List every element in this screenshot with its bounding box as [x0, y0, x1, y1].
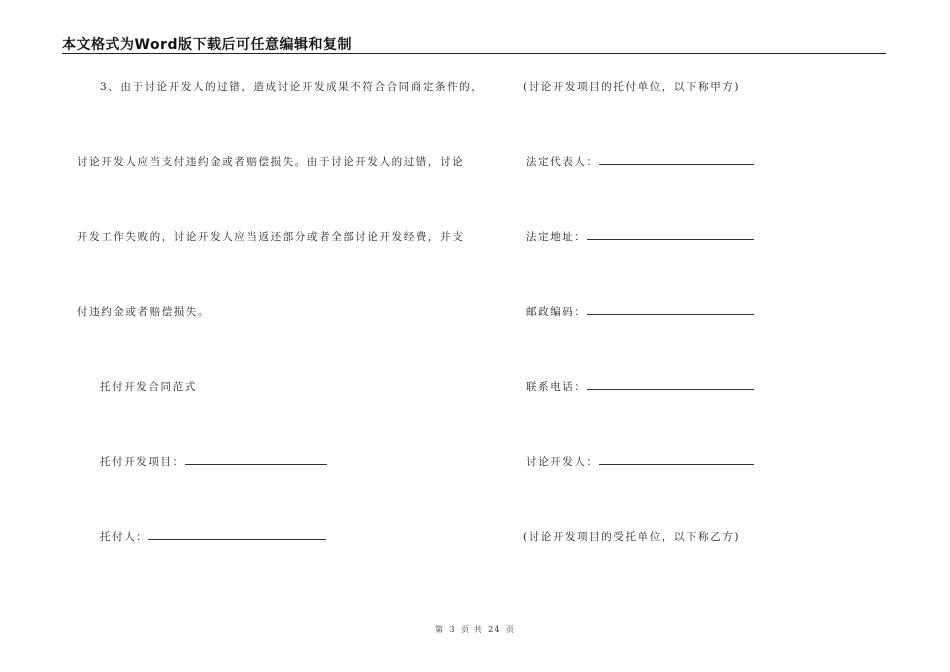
legal-address-fill-blank[interactable] [587, 229, 754, 240]
legal-address-field-row [526, 229, 754, 244]
phone-field-row [526, 379, 754, 394]
document-header-title: 本文格式为Word版下载后可任意编辑和复制 [62, 37, 352, 53]
developer-fill-blank[interactable] [599, 454, 754, 465]
postal-code-fill-blank[interactable] [587, 304, 754, 315]
developer-unit-note: (讨论开发项目的受托单位，以下称乙方) [523, 531, 741, 543]
page-footer [0, 624, 950, 635]
footer-page-number: 3 [449, 625, 456, 634]
footer-total-pages: 24 [488, 625, 501, 634]
legal-rep-fill-blank[interactable] [599, 154, 754, 165]
client-field-row [100, 529, 326, 544]
paragraph-line-4: 付违约金或者赔偿损失。 [77, 306, 211, 318]
legal-rep-field-row [526, 154, 754, 169]
header-divider [62, 53, 886, 54]
client-fill-blank[interactable] [148, 529, 326, 540]
developer-label: 讨论开发人： [526, 456, 599, 468]
postal-code-field-row [526, 304, 754, 319]
paragraph-line-3: 开发工作失败的，讨论开发人应当返还部分或者全部讨论开发经费，并支 [77, 231, 465, 243]
legal-address-label: 法定地址： [526, 231, 587, 243]
project-field-label: 托付开发项目： [100, 456, 185, 468]
phone-fill-blank[interactable] [587, 379, 754, 390]
footer-suffix: 页 [506, 625, 515, 634]
client-field-label: 托付人： [100, 531, 149, 543]
postal-code-label: 邮政编码： [526, 306, 587, 318]
footer-middle: 页 共 [461, 625, 483, 634]
paragraph-line-2: 讨论开发人应当支付违约金或者赔偿损失。由于讨论开发人的过错，讨论 [77, 156, 465, 168]
project-field-row [100, 454, 327, 469]
footer-prefix: 第 [434, 625, 444, 634]
phone-label: 联系电话： [526, 381, 587, 393]
contract-template-heading: 托付开发合同范式 [100, 381, 197, 393]
developer-field-row [526, 454, 754, 469]
project-fill-blank[interactable] [185, 454, 327, 465]
client-unit-note: (讨论开发项目的托付单位，以下称甲方) [523, 81, 741, 93]
legal-rep-label: 法定代表人： [526, 156, 599, 168]
paragraph-line-1: 3、由于讨论开发人的过错，造成讨论开发成果不符合合同商定条件的， [100, 81, 484, 93]
